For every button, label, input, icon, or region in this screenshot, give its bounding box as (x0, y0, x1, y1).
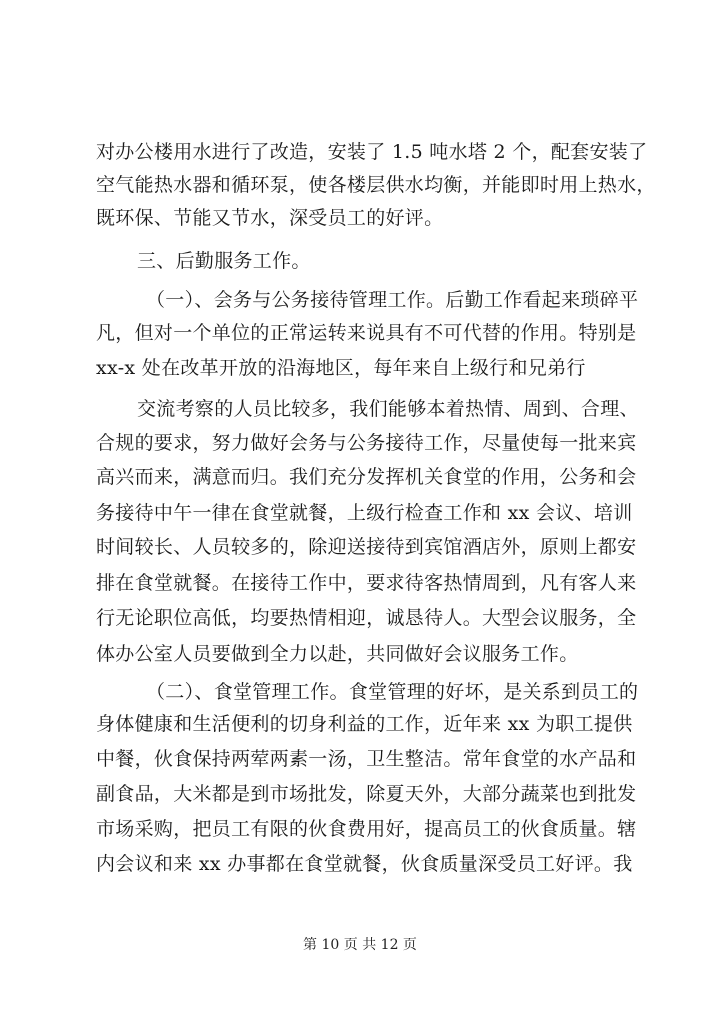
text-line: 合规的要求，努力做好会务与公务接待工作，尽量使每一批来宾 (96, 432, 637, 454)
text-line: 身体健康和生活便利的切身利益的工作，近年来 xx 为职工提供 (96, 713, 633, 735)
text-line: 务接待中午一律在食堂就餐，上级行检查工作和 xx 会议、培训 (96, 502, 633, 524)
text-line: 行无论职位高低，均要热情相迎，诚恳待人。大型会议服务，全 (96, 607, 637, 629)
text-line: 体办公室人员要做到全力以赴，共同做好会议服务工作。 (96, 643, 579, 665)
text-line: 交流考察的人员比较多，我们能够本着热情、周到、合理、 (137, 398, 639, 420)
text-line: 副食品，大米都是到市场批发，除夏天外，大部分蔬菜也到批发 (96, 783, 637, 805)
text-line: 空气能热水器和循环泵，使各楼层供水均衡，并能即时用上热水， (96, 174, 656, 196)
text-line: 排在食堂就餐。在接待工作中，要求待客热情周到，凡有客人来 (96, 572, 637, 594)
text-line: 中餐，伙食保持两荤两素一汤，卫生整洁。常年食堂的水产品和 (96, 748, 637, 770)
text-line: 时间较长、人员较多的，除迎送接待到宾馆酒店外，原则上都安 (96, 536, 637, 558)
text-line: 凡，但对一个单位的正常运转来说具有不可代替的作用。特别是 (96, 322, 637, 344)
text-line: 市场采购，把员工有限的伙食费用好，提高员工的伙食质量。辖 (96, 818, 637, 840)
text-line: 对办公楼用水进行了改造，安装了 1.5 吨水塔 2 个，配套安装了 (96, 141, 648, 163)
text-line: 内会议和来 xx 办事都在食堂就餐，伙食质量深受员工好评。我 (96, 853, 633, 875)
text-line: xx-x 处在改革开放的沿海地区，每年来自上级行和兄弟行 (96, 357, 586, 379)
subsection-heading-line: （二）、食堂管理工作。食堂管理的好坏，是关系到员工的 (146, 681, 639, 703)
text-line: 既环保、节能又节水，深受员工的好评。 (96, 207, 444, 229)
subsection-heading-line: （一）、会务与公务接待管理工作。后勤工作看起来琐碎平 (146, 289, 639, 311)
text-line: 高兴而来，满意而归。我们充分发挥机关食堂的作用，公务和会 (96, 466, 637, 488)
page-number: 第 10 页 共 12 页 (303, 937, 417, 953)
section-heading: 三、后勤服务工作。 (137, 250, 311, 272)
